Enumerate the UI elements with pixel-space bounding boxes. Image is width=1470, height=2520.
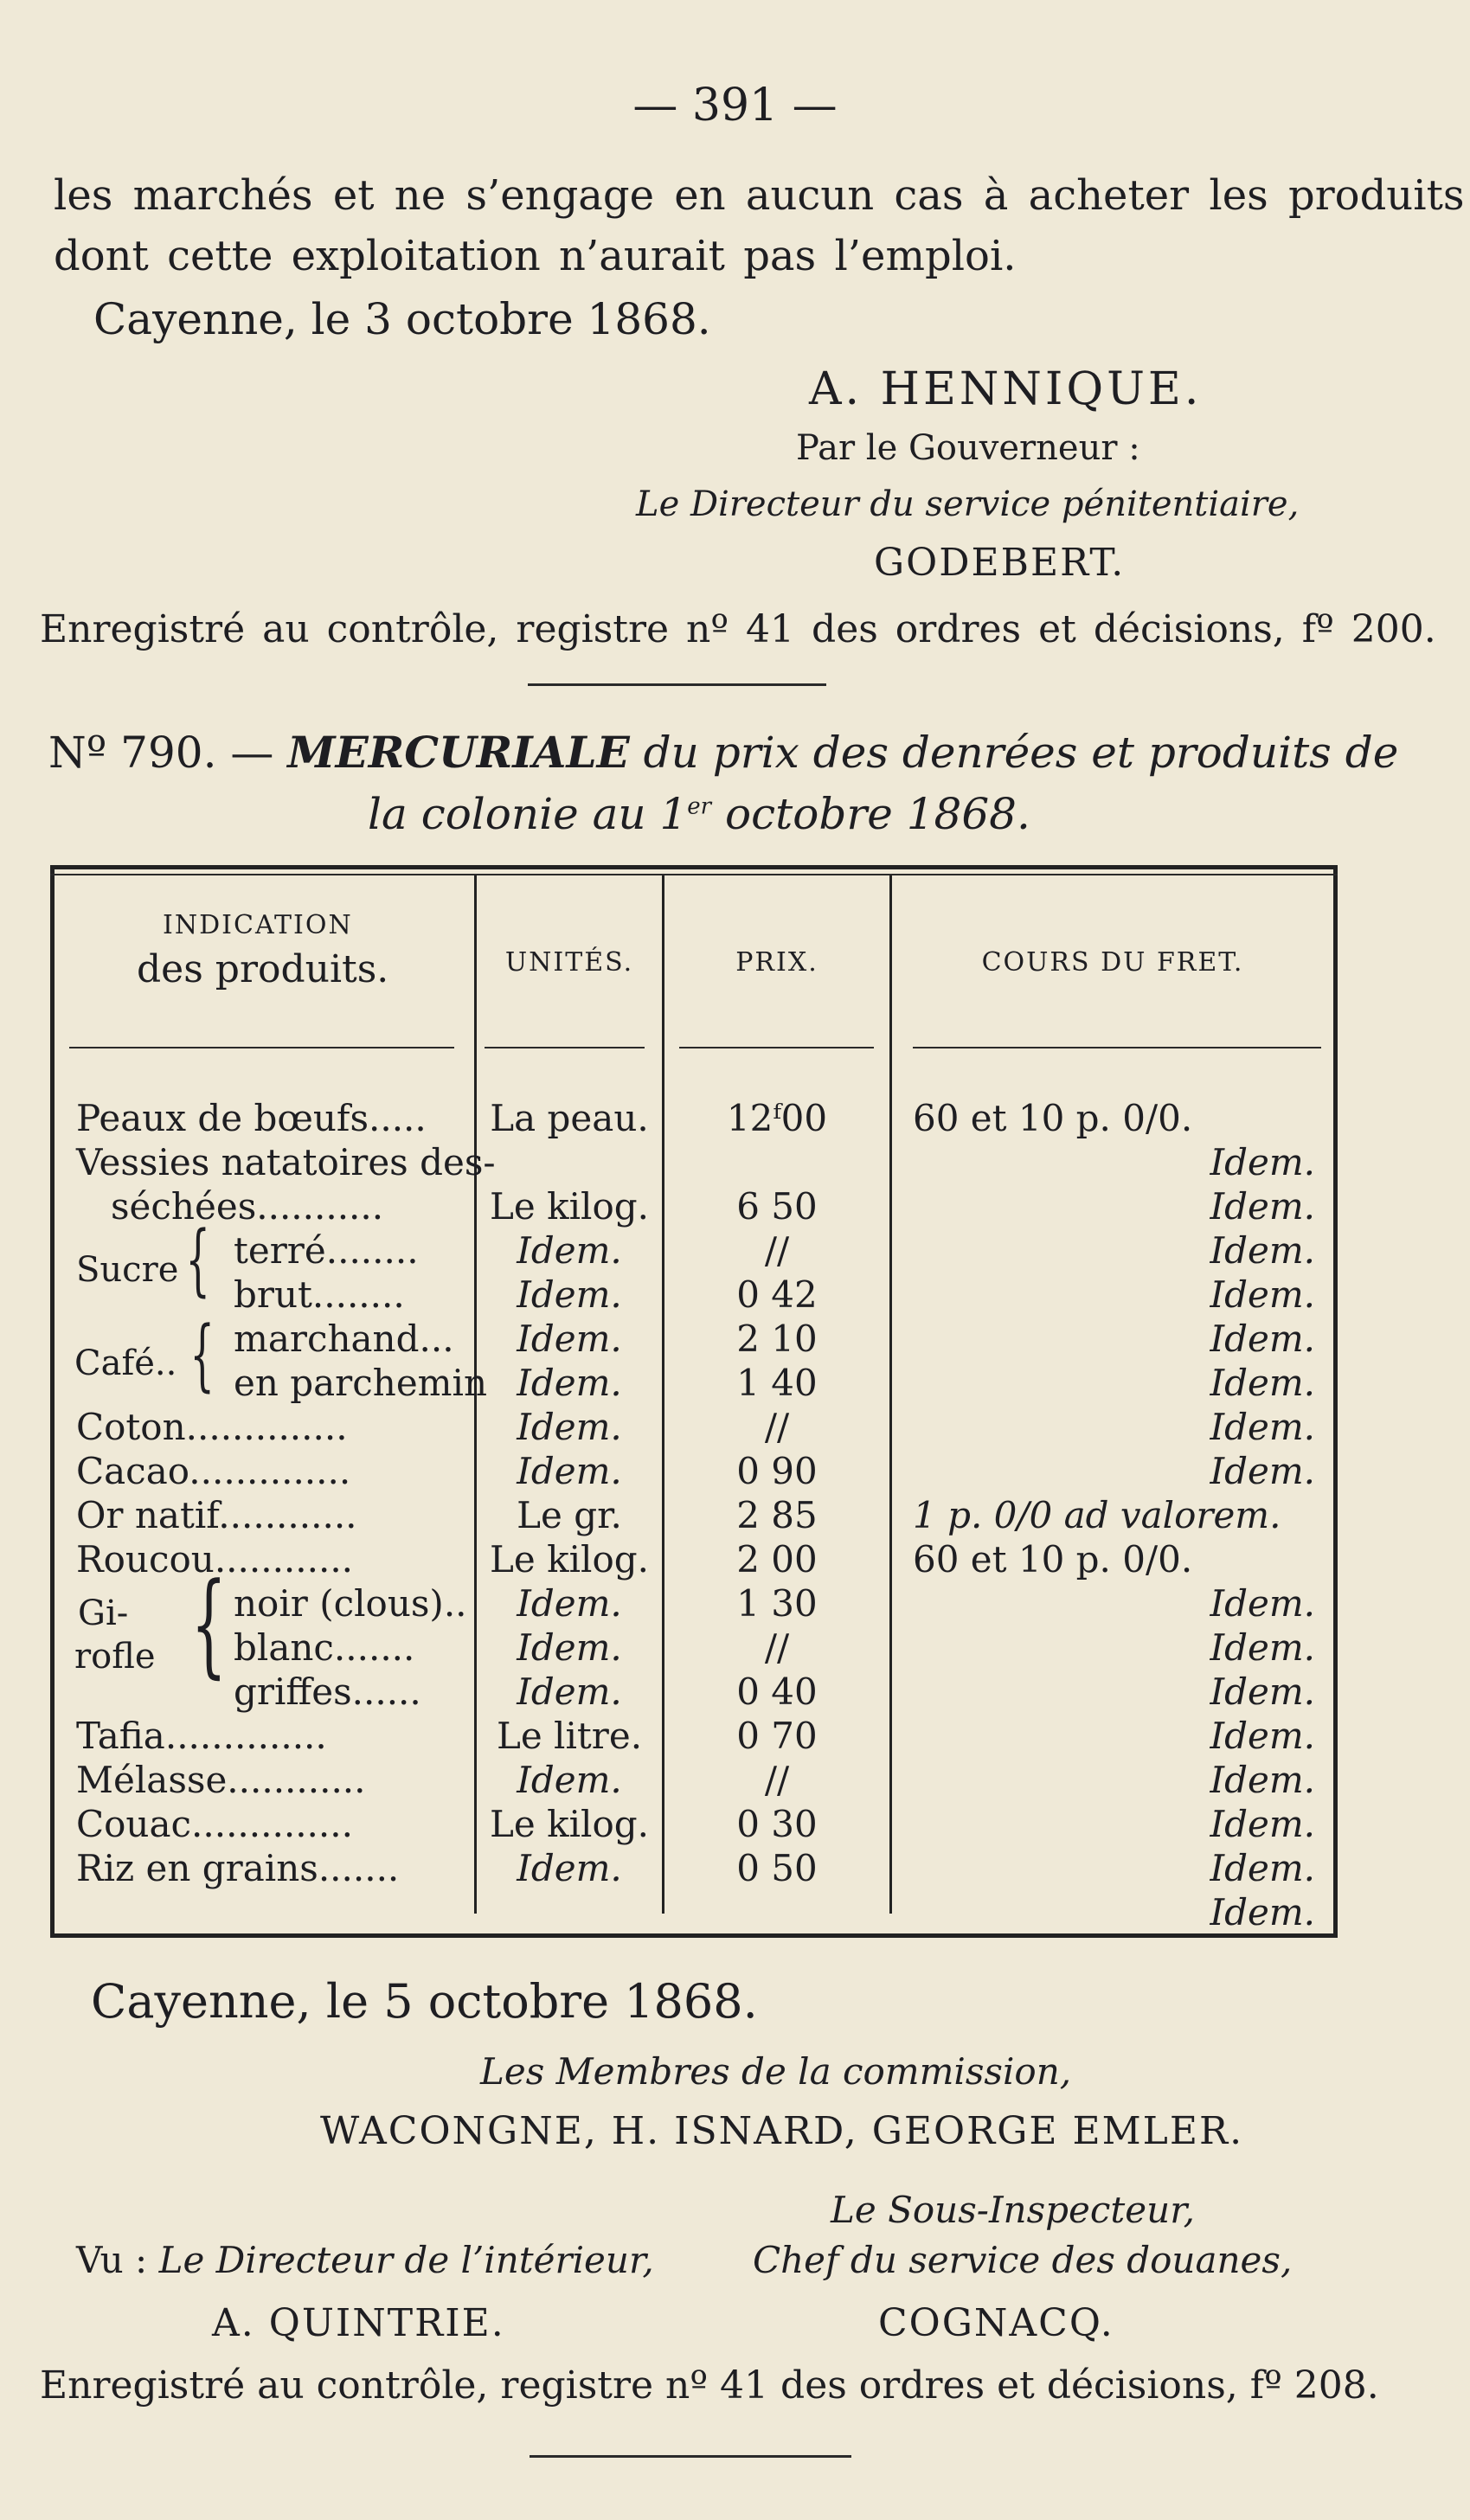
page-number: — 391 — bbox=[632, 80, 838, 131]
product-label: terré........ bbox=[234, 1229, 419, 1272]
table-row bbox=[0, 1097, 1470, 1140]
table-row bbox=[0, 1450, 1470, 1493]
title-sup: er bbox=[687, 793, 712, 820]
governor-signature: A. HENNIQUE. bbox=[809, 363, 1203, 415]
price-cell: 2 10 bbox=[736, 1318, 818, 1360]
brace-icon: { bbox=[190, 1558, 228, 1690]
unit-cell: Idem. bbox=[517, 1229, 622, 1272]
header-unites: UNITÉS. bbox=[504, 947, 634, 978]
product-label: marchand... bbox=[234, 1318, 454, 1360]
product-label: blanc....... bbox=[234, 1626, 415, 1669]
product-label: Roucou............ bbox=[76, 1538, 354, 1581]
by-governor-line: Par le Gouverneur : bbox=[796, 428, 1140, 468]
price-cell: // bbox=[764, 1626, 790, 1669]
product-label: Or natif............ bbox=[76, 1494, 357, 1536]
price-cell: 0 50 bbox=[736, 1847, 818, 1889]
fret-cell: Idem. bbox=[1210, 1185, 1315, 1228]
document-title-line-2 bbox=[368, 789, 1030, 839]
table-row bbox=[0, 1494, 1470, 1537]
fret-cell: Idem. bbox=[1210, 1273, 1315, 1316]
unit-cell: Idem. bbox=[517, 1626, 622, 1669]
header-underline-2 bbox=[485, 1047, 645, 1048]
price-cell: 0 90 bbox=[736, 1450, 818, 1492]
table-row bbox=[0, 1847, 1470, 1890]
table-row bbox=[0, 1185, 1470, 1228]
fret-cell: Idem. bbox=[1210, 1450, 1315, 1492]
product-label: griffes...... bbox=[234, 1670, 421, 1713]
fret-cell: 60 et 10 p. 0/0. bbox=[913, 1538, 1193, 1581]
title-rest-2a: la colonie au 1 bbox=[368, 789, 688, 839]
table-row bbox=[0, 1229, 1470, 1273]
date-line: Cayenne, le 3 octobre 1868. bbox=[93, 294, 711, 344]
product-label: Riz en grains....... bbox=[76, 1847, 400, 1889]
quintrie-signature: A. QUINTRIE. bbox=[212, 2301, 505, 2345]
product-label: noir (clous).. bbox=[234, 1582, 467, 1625]
sous-inspecteur-title: Le Sous-Inspecteur, bbox=[831, 2189, 1196, 2231]
price-cell: 0 70 bbox=[736, 1715, 818, 1757]
unit-cell: Idem. bbox=[517, 1759, 622, 1801]
fret-cell: Idem. bbox=[1210, 1318, 1315, 1360]
product-label: brut........ bbox=[234, 1273, 405, 1316]
unit-cell: Idem. bbox=[517, 1273, 622, 1316]
fret-cell: Idem. bbox=[1210, 1582, 1315, 1625]
title-dash: — bbox=[230, 728, 274, 778]
product-label: Vessies natatoires des- bbox=[76, 1141, 496, 1183]
fret-cell: Idem. bbox=[1210, 1141, 1315, 1183]
header-underline-4 bbox=[913, 1047, 1321, 1048]
director-title: Le Directeur du service pénitentiaire, bbox=[636, 484, 1300, 524]
title-rest: du prix des denrées et produits de bbox=[643, 728, 1399, 778]
commission-names: WACONGNE, H. ISNARD, GEORGE EMLER. bbox=[320, 2109, 1244, 2153]
director-signature: GODEBERT. bbox=[874, 541, 1126, 585]
table-row bbox=[0, 1670, 1470, 1714]
header-underline-1 bbox=[69, 1047, 454, 1048]
vu-text: Le Directeur de l’intérieur, bbox=[158, 2239, 654, 2281]
group-label-girofle-1: Gi- bbox=[78, 1593, 129, 1633]
unit-cell: Idem. bbox=[517, 1406, 622, 1448]
header-indication-bottom: des produits. bbox=[137, 947, 389, 991]
price-cell: 2 00 bbox=[736, 1538, 818, 1581]
table-row bbox=[0, 1759, 1470, 1802]
fret-cell: Idem. bbox=[1210, 1229, 1315, 1272]
fret-cell: 1 p. 0/0 ad valorem. bbox=[913, 1494, 1281, 1536]
header-prix: PRIX. bbox=[735, 947, 818, 978]
table-row bbox=[0, 1626, 1470, 1670]
fret-cell: Idem. bbox=[1210, 1891, 1315, 1933]
fret-cell: Idem. bbox=[1210, 1759, 1315, 1801]
table-row bbox=[0, 1891, 1470, 1934]
brace-icon: { bbox=[189, 1310, 215, 1401]
unit-cell: Idem. bbox=[517, 1582, 622, 1625]
registration-line: Enregistré au contrôle, registre nº 41 des ordres et décisions, fº 200. bbox=[40, 607, 1436, 651]
title-rest-2b: octobre 1868. bbox=[725, 789, 1030, 839]
fret-cell: Idem. bbox=[1210, 1362, 1315, 1404]
document-title-line-1 bbox=[48, 727, 1398, 778]
unit-cell: Idem. bbox=[517, 1362, 622, 1404]
table-row bbox=[0, 1406, 1470, 1449]
table-row bbox=[0, 1803, 1470, 1846]
price-cell: 2 85 bbox=[736, 1494, 818, 1536]
fret-cell: Idem. bbox=[1210, 1406, 1315, 1448]
commission-title: Les Membres de la commission, bbox=[480, 2050, 1072, 2093]
product-label: Peaux de bœufs..... bbox=[76, 1097, 427, 1139]
fret-cell: 60 et 10 p. 0/0. bbox=[913, 1097, 1193, 1139]
price-cell: 12ᶠ00 bbox=[726, 1097, 828, 1139]
intro-text-line-2: dont cette exploitation n’aurait pas l’emploi. bbox=[54, 232, 1017, 280]
group-label-cafe: Café.. bbox=[74, 1343, 177, 1383]
table-row bbox=[0, 1715, 1470, 1758]
vu-line bbox=[76, 2239, 654, 2281]
fret-cell: Idem. bbox=[1210, 1715, 1315, 1757]
unit-cell: La peau. bbox=[490, 1097, 649, 1139]
table-row bbox=[0, 1582, 1470, 1625]
fret-cell: Idem. bbox=[1210, 1803, 1315, 1845]
price-cell: // bbox=[764, 1229, 790, 1272]
unit-cell: Idem. bbox=[517, 1318, 622, 1360]
intro-text-line-1: les marchés et ne s’engage en aucun cas à acheter les produits bbox=[54, 171, 1465, 220]
table-row bbox=[0, 1362, 1470, 1405]
price-cell: 0 30 bbox=[736, 1803, 818, 1845]
table-row bbox=[0, 1141, 1470, 1184]
price-cell: 6 50 bbox=[736, 1185, 818, 1228]
registration-line-2: Enregistré au contrôle, registre nº 41 des ordres et décisions, fº 208. bbox=[40, 2363, 1379, 2408]
price-cell: 1 40 bbox=[736, 1362, 818, 1404]
header-indication-top: INDICATION bbox=[163, 910, 353, 940]
unit-cell: Le kilog. bbox=[490, 1185, 649, 1228]
product-label: Mélasse............ bbox=[76, 1759, 366, 1801]
cognacq-signature: COGNACQ. bbox=[878, 2301, 1114, 2345]
closing-date: Cayenne, le 5 octobre 1868. bbox=[91, 1974, 758, 2029]
fret-cell: Idem. bbox=[1210, 1626, 1315, 1669]
product-label: Cacao.............. bbox=[76, 1450, 351, 1492]
price-cell: 0 42 bbox=[736, 1273, 818, 1316]
unit-cell: Le gr. bbox=[517, 1494, 622, 1536]
unit-cell: Le kilog. bbox=[490, 1803, 649, 1845]
group-label-sucre: Sucre bbox=[76, 1250, 179, 1290]
unit-cell: Le kilog. bbox=[490, 1538, 649, 1581]
product-label: Coton.............. bbox=[76, 1406, 348, 1448]
decree-number: Nº 790. bbox=[48, 728, 217, 778]
brace-icon: { bbox=[185, 1215, 210, 1305]
unit-cell: Idem. bbox=[517, 1450, 622, 1492]
price-cell: // bbox=[764, 1759, 790, 1801]
table-row bbox=[0, 1318, 1470, 1361]
header-underline-3 bbox=[679, 1047, 874, 1048]
product-label: en parchemin bbox=[234, 1362, 487, 1404]
product-label: Tafia.............. bbox=[76, 1715, 327, 1757]
header-indication bbox=[61, 910, 467, 991]
mercuriale-word: MERCURIALE bbox=[287, 727, 630, 778]
fret-cell: Idem. bbox=[1210, 1670, 1315, 1713]
unit-cell: Le litre. bbox=[496, 1715, 643, 1757]
chef-douanes-title: Chef du service des douanes, bbox=[753, 2239, 1293, 2281]
table-inner-top-rule bbox=[50, 874, 1338, 875]
bottom-rule bbox=[530, 2455, 851, 2458]
unit-cell: Idem. bbox=[517, 1670, 622, 1713]
price-cell: // bbox=[764, 1406, 790, 1448]
price-cell: 0 40 bbox=[736, 1670, 818, 1713]
group-label-girofle-2: rofle bbox=[74, 1637, 156, 1677]
vu-label: Vu : bbox=[76, 2239, 148, 2281]
product-label: Couac.............. bbox=[76, 1803, 353, 1845]
header-fret: COURS DU FRET. bbox=[981, 947, 1244, 978]
unit-cell: Idem. bbox=[517, 1847, 622, 1889]
fret-cell: Idem. bbox=[1210, 1847, 1315, 1889]
product-label: séchées........... bbox=[111, 1185, 384, 1228]
table-row bbox=[0, 1538, 1470, 1581]
table-row bbox=[0, 1273, 1470, 1317]
separator-rule bbox=[528, 683, 826, 686]
price-cell: 1 30 bbox=[736, 1582, 818, 1625]
